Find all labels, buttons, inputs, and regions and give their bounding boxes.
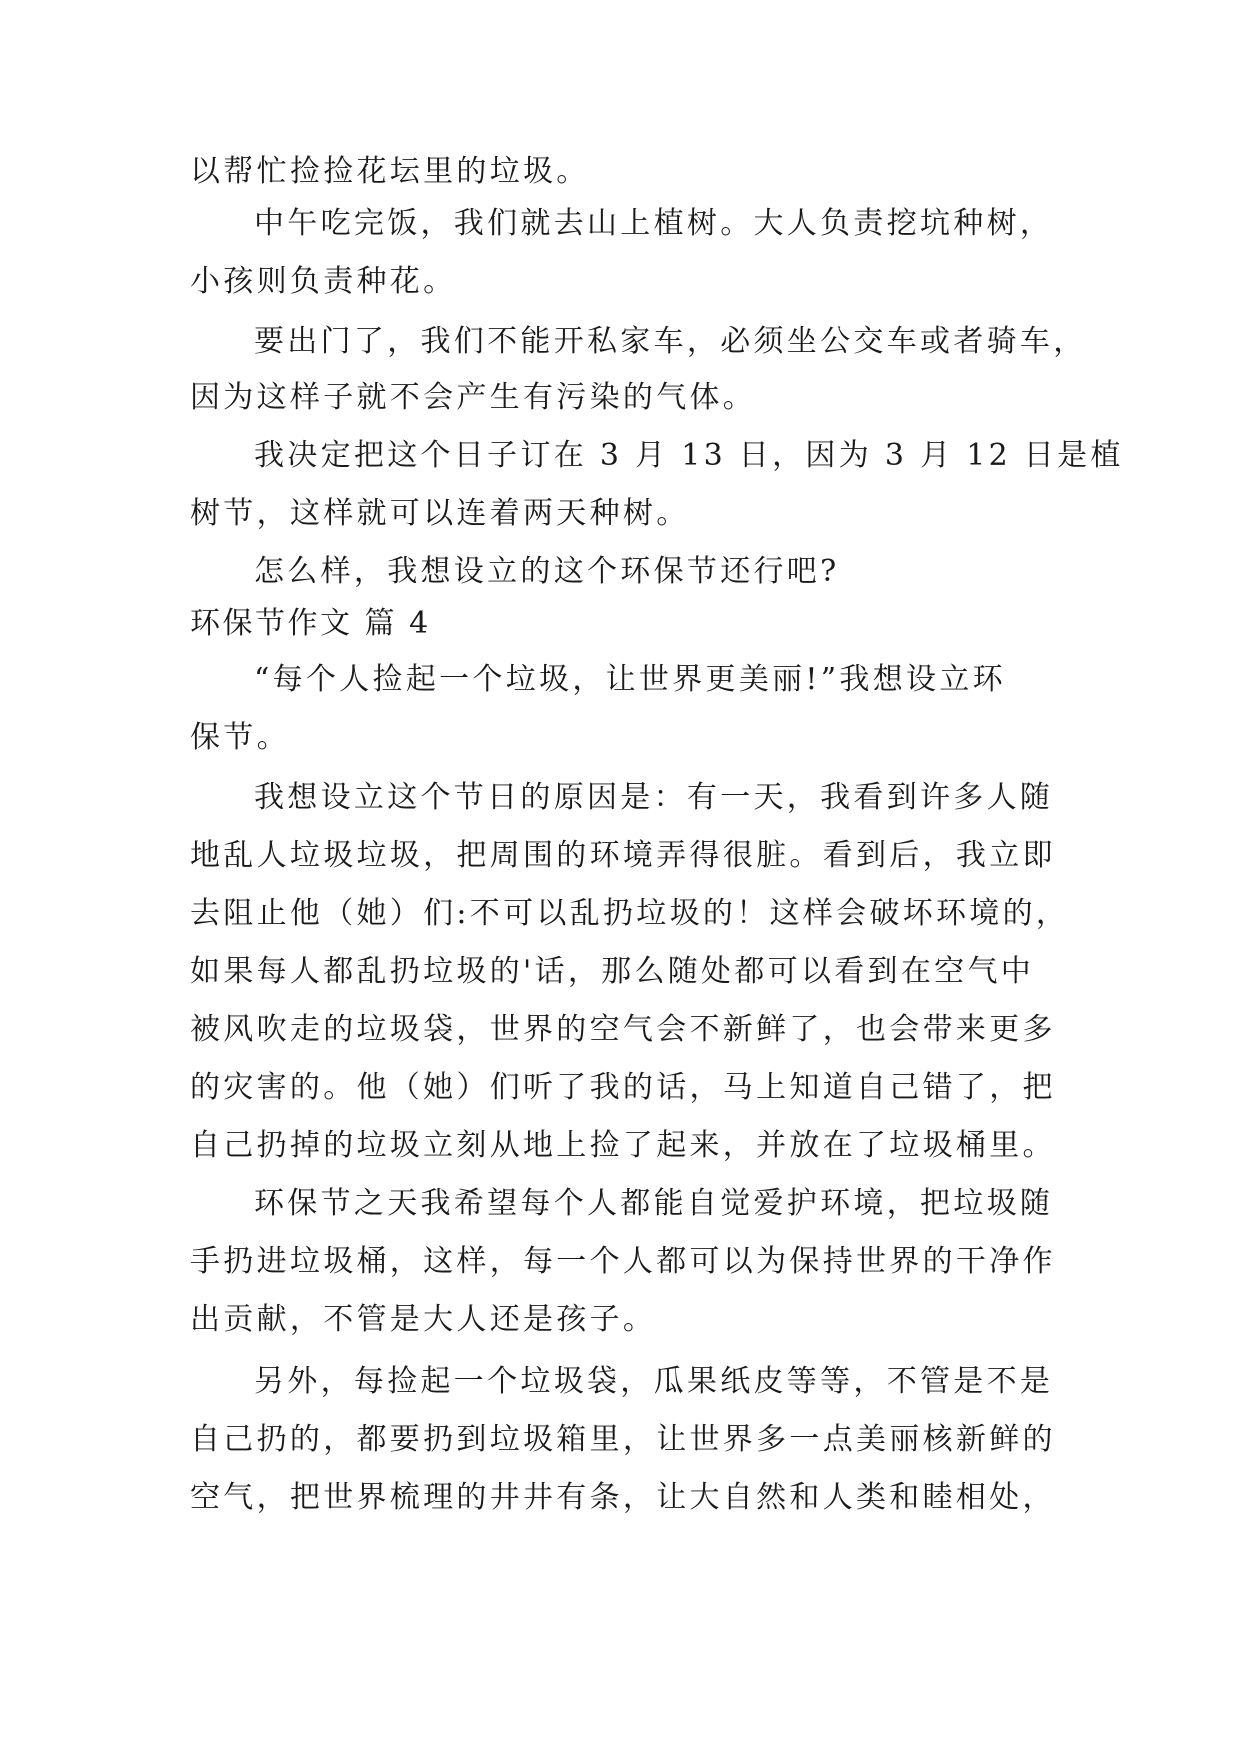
text-line: 我想设立这个节日的原因是：有一天，我看到许多人随: [254, 780, 1054, 815]
text-line: 怎么样，我想设立的这个环保节还行吧?: [254, 554, 840, 589]
text-line: 树节，这样就可以连着两天种树。: [190, 496, 690, 531]
text-line: 地乱人垃圾垃圾，把周围的环境弄得很脏。看到后，我立即: [190, 838, 1056, 873]
text-line: 另外，每捡起一个垃圾袋，瓜果纸皮等等，不管是不是: [254, 1364, 1054, 1399]
text-line: 手扔进垃圾桶，这样，每一个人都可以为保持世界的干净作: [190, 1244, 1056, 1279]
text-line: 出贡献，不管是大人还是孩子。: [190, 1302, 657, 1337]
text-line: 如果每人都乱扔垃圾的'话，那么随处都可以看到在空气中: [190, 954, 1035, 989]
text-line: 以帮忙捡捡花坛里的垃圾。: [190, 154, 590, 189]
text-line: 中午吃完饭，我们就去山上植树。大人负责挖坑种树，: [254, 206, 1054, 241]
text-line: 保节。: [190, 720, 290, 755]
text-line: 要出门了，我们不能开私家车，必须坐公交车或者骑车，: [254, 324, 1087, 359]
text-line: 去阻止他（她）们:不可以乱扔垃圾的！这样会破坏环境的，: [190, 896, 1070, 931]
text-line: 小孩则负责种花。: [190, 264, 457, 299]
text-line: 自己扔掉的垃圾立刻从地上捡了起来，并放在了垃圾桶里。: [190, 1128, 1056, 1163]
text-line: 被风吹走的垃圾袋，世界的空气会不新鲜了，也会带来更多: [190, 1012, 1056, 1047]
text-line: 因为这样子就不会产生有污染的气体。: [190, 380, 757, 415]
text-line: “每个人捡起一个垃圾，让世界更美丽!”我想设立环: [254, 662, 1006, 697]
section-heading: 环保节作文 篇 4: [190, 606, 431, 641]
text-line: 空气，把世界梳理的井井有条，让大自然和人类和睦相处，: [190, 1480, 1056, 1515]
text-line: 自己扔的，都要扔到垃圾箱里，让世界多一点美丽核新鲜的: [190, 1422, 1056, 1457]
text-line: 的灾害的。他（她）们听了我的话，马上知道自己错了，把: [190, 1070, 1056, 1105]
text-line: 我决定把这个日子订在 3 月 13 日，因为 3 月 12 日是植: [254, 438, 1124, 473]
text-line: 环保节之天我希望每个人都能自觉爱护环境，把垃圾随: [254, 1186, 1054, 1221]
